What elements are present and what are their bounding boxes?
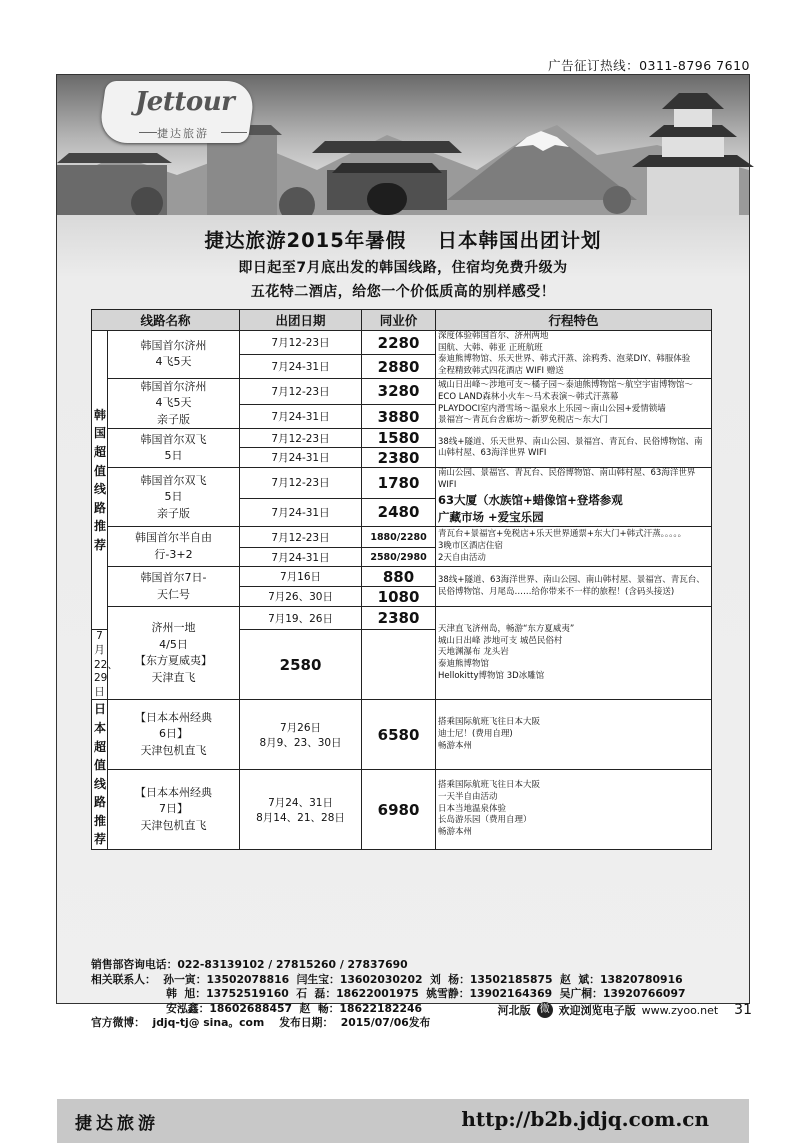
route-name: 韩国首尔双飞 5日 bbox=[108, 429, 240, 468]
price: 3280 bbox=[362, 378, 436, 404]
contact-line-2: 韩 旭：13752519160 石 磊：18622001975 姚雪静：13902164369 吴广桐：13920766097 bbox=[91, 987, 686, 1000]
departure-date: 7月22、29日 bbox=[92, 630, 108, 700]
table-row bbox=[92, 468, 712, 498]
departure-date: 7月24-31日 bbox=[240, 548, 362, 567]
departure-date: 7月12-23日 bbox=[240, 429, 362, 448]
route-name: 韩国首尔济州 4飞5天 bbox=[108, 331, 240, 379]
feature-text: 南山公园、景福宫、青瓦台、民俗博物馆、南山韩村屋、63海洋世界 WIFI bbox=[438, 468, 696, 491]
feature-text: 深度体验韩国首尔、济州两地 国航、大韩、韩亚 正班航班 泰迪熊博物馆、乐天世界、韩式汗蒸、涂鸦秀、泡菜DIY、韩服体验 全程精致韩式四花酒店 WIFI 赠送 bbox=[438, 331, 691, 377]
feature-text: 搭乘国际航班飞往日本大阪 迪士尼！(费用自理) 畅游本州 bbox=[438, 717, 541, 751]
route-name: 韩国首尔半自由 行-3+2 bbox=[108, 527, 240, 567]
table-row bbox=[92, 770, 712, 850]
price: 2380 bbox=[362, 607, 436, 630]
footer-bar bbox=[57, 1099, 749, 1143]
departure-date: 7月19、26日 bbox=[240, 607, 362, 630]
departure-date: 7月16日 bbox=[240, 567, 362, 587]
departure-date: 7月12-23日 bbox=[240, 527, 362, 548]
feature-highlight: 63大厦（水族馆+蜡像馆+登塔参观 广藏市场 +爱宝乐园 bbox=[438, 492, 623, 525]
footer-brand: 捷达旅游 bbox=[75, 1114, 159, 1134]
route-name: 韩国首尔7日- 天仁号 bbox=[108, 567, 240, 607]
page-title: 捷达旅游2015年暑假 日本韩国出团计划 bbox=[204, 229, 602, 252]
departure-date: 7月12-23日 bbox=[240, 468, 362, 498]
ad-hotline: 广告征订热线：0311-8796 7610 bbox=[548, 58, 750, 73]
header-date: 出团日期 bbox=[240, 310, 362, 331]
table-row bbox=[92, 567, 712, 587]
table-row bbox=[92, 607, 712, 630]
price: 2280 bbox=[362, 331, 436, 355]
logo-wordmark: Jettour bbox=[135, 87, 235, 117]
banner bbox=[57, 75, 749, 215]
feature-text: 搭乘国际航班飞往日本大阪 一天半自由活动 日本当地温泉体验 长岛游乐园（费用自理） 畅游本州 bbox=[438, 780, 541, 838]
route-name: 【日本本州经典 7日】 天津包机直飞 bbox=[108, 770, 240, 850]
itinerary-features bbox=[436, 527, 712, 567]
departure-date: 7月12-23日 bbox=[240, 378, 362, 404]
subtitle-line2: 五花特二酒店，给您一个价低质高的别样感受！ bbox=[250, 284, 556, 300]
departure-date: 7月12-23日 bbox=[240, 331, 362, 355]
table-row bbox=[92, 331, 712, 355]
table-row bbox=[92, 378, 712, 404]
site-link[interactable]: www.zyoo.net bbox=[641, 1003, 719, 1017]
contact-line-3: 安泓鑫：18602688457 赵 畅：18622182246 bbox=[91, 1001, 423, 1015]
price: 2380 bbox=[362, 448, 436, 468]
itinerary-features bbox=[436, 468, 712, 527]
schedule-table bbox=[91, 309, 712, 850]
logo-rule-left bbox=[139, 132, 157, 133]
price: 1580 bbox=[362, 429, 436, 448]
route-name: 韩国首尔双飞 5日 亲子版 bbox=[108, 468, 240, 527]
itinerary-features bbox=[436, 331, 712, 379]
departure-date: 7月24-31日 bbox=[240, 498, 362, 527]
price: 1080 bbox=[362, 587, 436, 607]
logo-subtitle: 捷达旅游 bbox=[157, 127, 209, 140]
header-price: 同业价 bbox=[362, 310, 436, 331]
weibo-and-date: 官方微博： jdjq-tj@ sina。com 发布日期： 2015/07/06发布 bbox=[91, 1016, 431, 1029]
table-row bbox=[92, 700, 712, 770]
price: 2880 bbox=[362, 355, 436, 378]
weibo-icon: 微 bbox=[537, 1002, 553, 1018]
price: 6580 bbox=[362, 700, 436, 770]
feature-text: 38线+隧道、乐天世界、南山公园、景福宫、青瓦台、民俗博物馆、南山韩村屋、63海洋世界 WIFI bbox=[438, 436, 703, 459]
route-name: 济州一地 4/5日 【东方夏威夷】 天津直飞 bbox=[108, 607, 240, 700]
price: 6980 bbox=[362, 770, 436, 850]
footer-url[interactable]: http://b2b.jdjq.com.cn bbox=[461, 1107, 709, 1131]
feature-text: 天津直飞济州岛，畅游“东方夏威夷” 城山日出峰 涉地可支 城邑民俗村 天地渊瀑布 龙头岩 泰迪熊博物馆 Hellokitty博物馆 3D冰雕馆 bbox=[438, 624, 575, 681]
itinerary-features bbox=[436, 429, 712, 468]
price: 2480 bbox=[362, 498, 436, 527]
contact-block bbox=[91, 958, 731, 1031]
itinerary-features bbox=[436, 770, 712, 850]
edition-label: 河北版 bbox=[497, 1004, 531, 1017]
page-number: 31 bbox=[734, 1002, 752, 1018]
page-footer bbox=[498, 1002, 752, 1018]
feature-text: 城山日出峰～涉地可支～橘子园～泰迪熊博物馆～航空宇宙博物馆～ECO LAND森林小火车～马术表演～韩式汗蒸幕 PLAYDOCI室内滑雪场～温泉水上乐园～南山公园+爱情锁墙 景福宫～青瓦台舍廊坊～新罗免税店～东大门 bbox=[438, 380, 694, 426]
price: 880 bbox=[362, 567, 436, 587]
feature-text: 38线+隧道、63海洋世界、南山公园、南山韩村屋、景福宫、青瓦台、民俗博物馆、月尾岛……给你带来不一样的旅程！(含码头接送) bbox=[438, 575, 705, 597]
departure-date: 7月24、31日 8月14、21、28日 bbox=[240, 770, 362, 850]
table-row bbox=[92, 527, 712, 548]
header-route: 线路名称 bbox=[92, 310, 240, 331]
feature-text: 青瓦台+景福宫+免税店+乐天世界通票+东大门+韩式汗蒸。。。。。 3晚市区酒店住宿 2天自由活动 bbox=[438, 529, 687, 563]
price: 3880 bbox=[362, 404, 436, 429]
itinerary-features bbox=[436, 567, 712, 607]
logo-rule-right bbox=[221, 132, 247, 133]
departure-date: 7月24-31日 bbox=[240, 404, 362, 429]
departure-date: 7月24-31日 bbox=[240, 355, 362, 378]
contact-line-1: 相关联系人： 孙一寅：13502078816 闫生宝：13602030202 刘 杨：13502185875 赵 斌：13820780916 bbox=[91, 972, 683, 986]
sales-phone: 销售部咨询电话：022-83139102 / 27815260 / 27837690 bbox=[91, 958, 408, 971]
route-name: 韩国首尔济州 4飞5天 亲子版 bbox=[108, 378, 240, 429]
departure-date: 7月26日 8月9、23、30日 bbox=[240, 700, 362, 770]
price: 1780 bbox=[362, 468, 436, 498]
category-japan: 日 本 超 值 线 路 推 荐 bbox=[92, 700, 108, 850]
table-header-row bbox=[92, 310, 712, 331]
itinerary-features bbox=[436, 378, 712, 429]
route-name: 【日本本州经典 6日】 天津包机直飞 bbox=[108, 700, 240, 770]
departure-date: 7月26、30日 bbox=[240, 587, 362, 607]
header-feature: 行程特色 bbox=[436, 310, 712, 331]
price: 1880/2280 bbox=[362, 527, 436, 548]
itinerary-features bbox=[436, 700, 712, 770]
subtitle-line1: 即日起至7月底出发的韩国线路，住宿均免费升级为 bbox=[238, 260, 568, 276]
welcome-text: 欢迎浏览电子版 bbox=[558, 1004, 636, 1017]
table-row bbox=[92, 429, 712, 448]
itinerary-features bbox=[436, 607, 712, 700]
price: 2580/2980 bbox=[362, 548, 436, 567]
schedule-body bbox=[92, 331, 712, 850]
price: 2580 bbox=[240, 630, 362, 700]
category-korea: 韩 国 超 值 线 路 推 荐 bbox=[92, 331, 108, 630]
departure-date: 7月24-31日 bbox=[240, 448, 362, 468]
